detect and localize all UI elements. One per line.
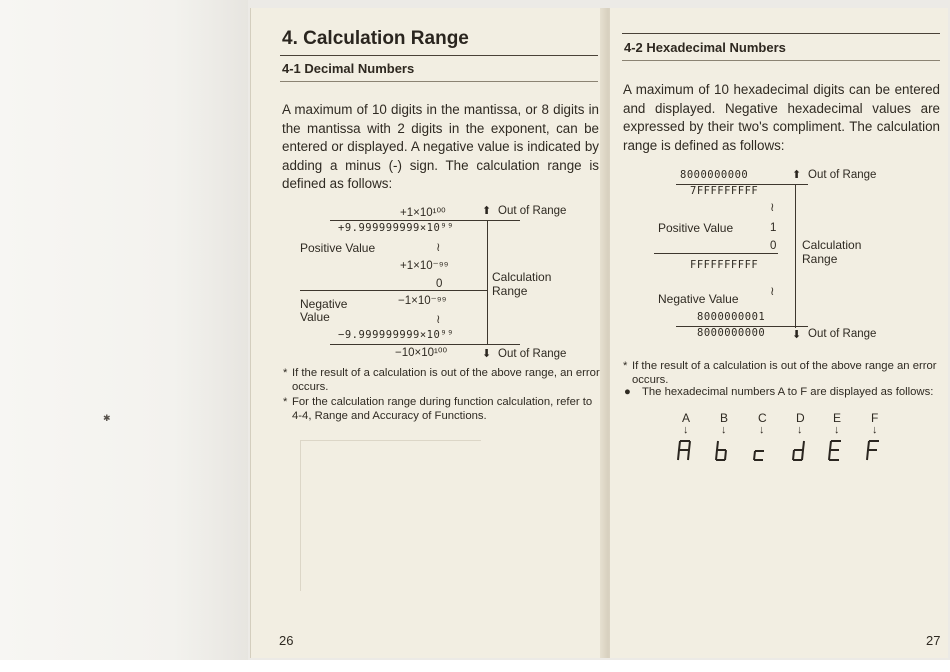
right-section-rule	[622, 60, 940, 61]
hex-letter-e: E	[833, 411, 842, 425]
hex-bottom-out-of-range: Out of Range	[808, 328, 877, 340]
hex-note-2-text: The hexadecimal numbers A to F are displayed as follows:	[642, 386, 934, 398]
segment-b-icon	[714, 439, 732, 463]
bullet-icon: ●	[624, 386, 631, 398]
hex-positive-label: Positive Value	[658, 221, 734, 235]
dec-max-positive: +9.999999999×10⁹⁹	[338, 222, 454, 234]
down-arrow-small-icon: ↓	[834, 424, 840, 436]
hex-min-negative: 8000000001	[697, 311, 766, 323]
title-rule	[280, 55, 598, 56]
hex-note-1-text: If the result of a calculation is out of the above range an error occurs.	[632, 360, 937, 386]
dec-negative-label: Negative	[300, 297, 348, 311]
asterisk-icon: *	[283, 367, 288, 379]
page-number-right: 27	[926, 633, 941, 648]
hex-letter-c: C	[758, 411, 767, 425]
scan-background	[0, 0, 248, 660]
down-arrow-icon: ⬇	[482, 348, 492, 360]
hex-letter-a: A	[682, 411, 691, 425]
hex-range-bracket	[795, 184, 796, 328]
section-heading-hex: 4-2 Hexadecimal Numbers	[624, 40, 786, 55]
decimal-paragraph: A maximum of 10 digits in the mantissa, or 8 digits in the mantissa with 2 digits in the exponent, can be entered or displayed. A negative value is indicated by adding a minus (-) sign. The calculation range is defined as follows:	[282, 102, 599, 191]
down-arrow-small-icon: ↓	[759, 424, 765, 436]
down-arrow-small-icon: ↓	[872, 424, 878, 436]
hex-bottom-value: 8000000000	[697, 327, 766, 339]
hex-top-value: 8000000000	[680, 169, 749, 181]
dec-range-label: Range	[492, 284, 528, 298]
section-rule	[280, 81, 598, 82]
dec-value-label: Value	[300, 310, 330, 324]
up-arrow-icon: ⬆	[482, 205, 492, 217]
hex-calc-label: Calculation	[802, 238, 862, 252]
specks-mark: ✱	[103, 413, 111, 423]
page-number-left: 26	[279, 633, 294, 648]
tilde-mark: ≀	[770, 200, 775, 214]
hex-range-label: Range	[802, 252, 838, 266]
segment-c-icon	[752, 439, 770, 463]
segment-d-icon	[790, 439, 808, 463]
dec-zero-line	[300, 290, 488, 291]
hex-paragraph: A maximum of 10 hexadecimal digits can be entered and displayed. Negative hexadecimal values are expressed by their two's compliment. The calculation range is defined as follows:	[623, 82, 940, 153]
segment-e-icon	[827, 439, 845, 463]
dec-bottom-value: −10×10¹⁰⁰	[395, 347, 448, 359]
dec-min-negative: −9.999999999×10⁹⁹	[338, 329, 454, 341]
dec-min-positive: +1×10⁻⁹⁹	[400, 260, 449, 272]
bleed-through-shadow	[300, 440, 481, 591]
dec-range-bracket	[487, 220, 488, 344]
hex-note-2	[624, 385, 942, 399]
segment-a-icon	[676, 439, 694, 463]
dec-note-2-text: For the calculation range during function calculation, refer to 4-4, Range and Accuracy of Functions.	[292, 396, 593, 422]
tilde-mark: ≀	[770, 284, 775, 298]
hex-note-1	[623, 359, 944, 387]
dec-calc-label: Calculation	[492, 270, 552, 284]
asterisk-icon: *	[623, 360, 628, 372]
hex-ffff: FFFFFFFFFF	[690, 259, 759, 271]
segment-f-icon	[865, 439, 883, 463]
dec-bottom-out-of-range: Out of Range	[498, 348, 567, 360]
section-heading-decimal: 4-1 Decimal Numbers	[282, 61, 415, 76]
dec-zero: 0	[436, 278, 443, 290]
scan-bottom-edge	[0, 660, 950, 672]
hex-letter-f: F	[871, 411, 879, 425]
dec-top-value: +1×10¹⁰⁰	[400, 207, 446, 219]
down-arrow-small-icon: ↓	[797, 424, 803, 436]
hex-one: 1	[770, 222, 777, 234]
dec-top-out-of-range: Out of Range	[498, 205, 567, 217]
down-arrow-small-icon: ↓	[683, 424, 689, 436]
asterisk-icon: *	[283, 396, 288, 408]
hex-zero: 0	[770, 240, 777, 252]
down-arrow-small-icon: ↓	[721, 424, 727, 436]
hex-letter-b: B	[720, 411, 729, 425]
hex-top-out-of-range: Out of Range	[808, 169, 877, 181]
tilde-mark: ≀	[436, 240, 441, 254]
page-title: 4. Calculation Range	[282, 28, 469, 49]
dec-note-2	[283, 395, 602, 423]
up-arrow-icon: ⬆	[792, 169, 802, 181]
dec-note-1	[283, 366, 602, 394]
down-arrow-icon: ⬇	[792, 329, 802, 341]
hex-zero-line	[654, 253, 778, 254]
hex-letter-d: D	[796, 411, 805, 425]
hex-max-positive: 7FFFFFFFFF	[690, 185, 759, 197]
dec-top-line	[330, 220, 520, 221]
tilde-mark: ≀	[436, 312, 441, 326]
dec-positive-label: Positive Value	[300, 241, 376, 255]
hex-negative-label: Negative Value	[658, 292, 739, 306]
dec-note-1-text: If the result of a calculation is out of the above range, an error occurs.	[292, 367, 600, 393]
right-top-rule	[622, 33, 940, 34]
dec-max-negative: −1×10⁻⁹⁹	[398, 295, 447, 307]
